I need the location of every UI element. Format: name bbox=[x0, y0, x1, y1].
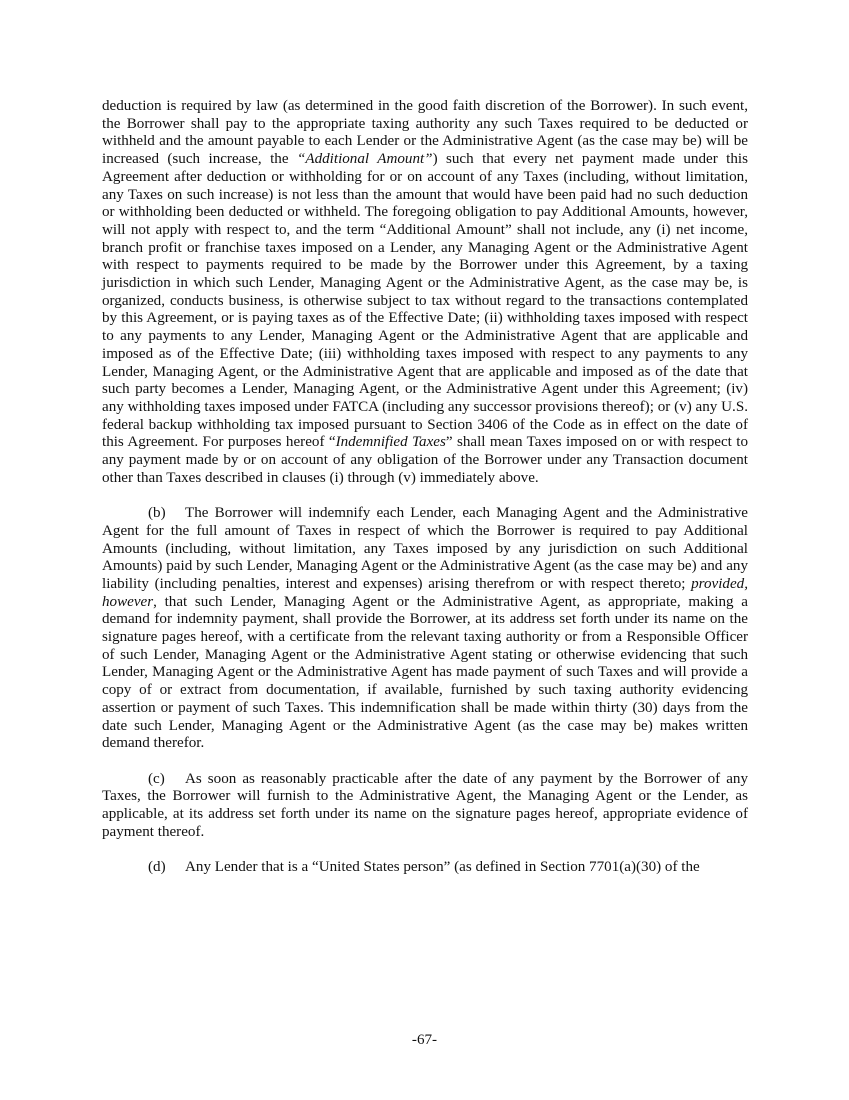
paragraph-d bbox=[102, 859, 748, 877]
paragraph-b-label: (b) bbox=[148, 505, 166, 522]
paragraph-b-text-2: , that such Lender, Managing Agent or the Administrative Agent, as appropriate, making a demand for indemnity payment, shall provide the Borrower, at its address set forth under its name on the signature pages hereof, with a certificate from the relevant taxing authority or from a Responsible Officer of such Lender, Managing Agent or the Administrative Agent stating or otherwise evidencing that such Lender, Managing Agent or the Administrative Agent has made payment of such Taxes and will provide a copy of or extract from documentation, if available, furnished by such taxing authority evidencing assertion or payment of such Taxes. This indemnification shall be made within thirty (30) days from the date such Lender, Managing Agent or the Administrative Agent (as the case may be) makes written demand therefor. bbox=[102, 593, 748, 752]
paragraph-b bbox=[102, 505, 748, 753]
paragraph-a bbox=[102, 98, 748, 487]
paragraph-a-text-1: deduction is required by law (as determined in the good faith discretion of the Borrower). In such event, the Borrower shall pay to the appropriate taxing authority any such Taxes required to be deducted or withheld and the amount payable to each Lender or the Administrative Agent (as the case may be) will be increased (such increase, the bbox=[102, 98, 748, 168]
paragraph-a-text-2: ) such that every net payment made under this Agreement after deduction or withholding for or on account of any Taxes (including, without limitation, any Taxes on such increase) is not less than the amount that would have been paid had no such deduction or withholding been deducted or withheld. The foregoing obligation to pay Additional Amounts, however, will not apply with respect to, and the term “Additional Amount” shall not include, any (i) net income, branch profit or franchise taxes imposed on a Lender, any Managing Agent or the Administrative Agent with respect to payments required to be made by the Borrower under this Agreement, by a taxing jurisdiction in which such Lender, Managing Agent or the Administrative Agent, as the case may be, is organized, conducts business, is otherwise subject to tax without regard to the transactions contemplated by this Agreement, or is paying taxes as of the Effective Date; (ii) withholding taxes imposed with respect to any payments to any Lender, Managing Agent or the Administrative Agent that are applicable and imposed as of the Effective Date; (iii) withholding taxes imposed with respect to any payments to any Lender, Managing Agent, or the Administrative Agent that are applicable and imposed as of the date that such party becomes a Lender, Managing Agent, or the Administrative Agent under this Agreement; (iv) any withholding taxes imposed under FATCA (including any successor provisions thereof); or (v) any U.S. federal backup withholding tax imposed pursuant to Section 3406 of the Code as in effect on the date of this Agreement. For purposes hereof “ bbox=[102, 151, 748, 451]
paragraph-c-text: As soon as reasonably practicable after the date of any payment by the Borrower of any Taxes, the Borrower will furnish to the Administrative Agent, the Managing Agent or the Lender, as applicable, at its address set forth under its name on the signature pages hereof, appropriate evidence of payment thereof. bbox=[102, 770, 748, 840]
page-number: -67- bbox=[411, 1032, 438, 1048]
proviso-term: provided, however bbox=[102, 575, 748, 610]
defined-term-additional-amount: “Additional Amount” bbox=[296, 151, 433, 168]
paragraph-d-label: (d) bbox=[148, 859, 166, 876]
paragraph-c-label: (c) bbox=[148, 770, 165, 787]
document-body bbox=[102, 98, 748, 877]
paragraph-c bbox=[102, 771, 748, 842]
paragraph-a-text-3: ” shall mean Taxes imposed on or with respect to any payment made by or on account of any obligation of the Borrower under any Transaction document other than Taxes described in clauses (i) through (v) immediately above. bbox=[102, 434, 748, 486]
defined-term-indemnified-taxes: Indemnified Taxes bbox=[335, 434, 446, 451]
paragraph-b-text-1: The Borrower will indemnify each Lender, each Managing Agent and the Administrative Agent for the full amount of Taxes in respect of which the Borrower is required to pay Additional Amounts (including, without limitation, any Taxes imposed by any jurisdiction on such Additional Amounts) paid by such Lender, Managing Agent or the Administrative Agent (as the case may be) and any liability (including penalties, interest and expenses) arising therefrom or with respect thereto; bbox=[102, 505, 748, 592]
paragraph-d-text: Any Lender that is a “United States person” (as defined in Section 7701(a)(30) of the bbox=[185, 859, 700, 876]
